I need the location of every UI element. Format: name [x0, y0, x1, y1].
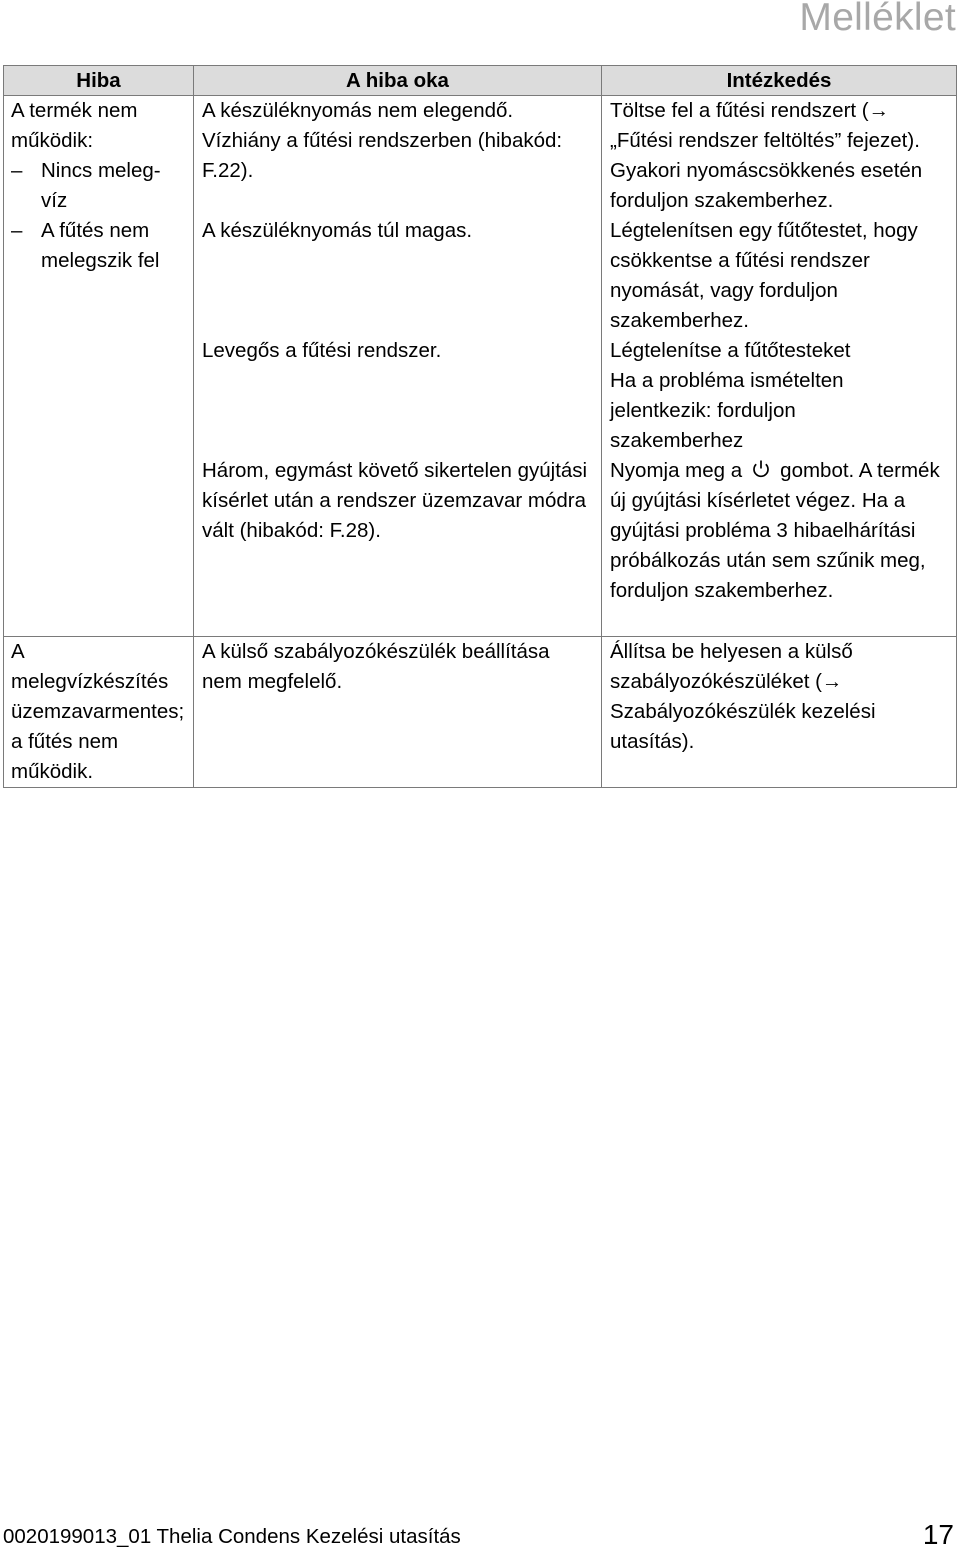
fault-title: A termék nem működik: [11, 99, 138, 152]
table-row [4, 96, 957, 217]
action-line: Ha a probléma ismételten jelentkezik: forduljon szakemberhez [610, 369, 844, 452]
fault-list-item: – Nincs meleg-víz [11, 156, 161, 216]
table-row [4, 637, 957, 788]
dash-bullet: – [11, 159, 23, 182]
column-header-cause: A hiba oka [194, 66, 602, 96]
action-cell: Töltse fel a fűtési rendszert (→ „Fűtési rendszer feltöltés” fejezet). Gyakori nyomáscsökkenés esetén forduljon szakemberhez. [602, 96, 957, 217]
cause-cell: A készüléknyomás nem elegendő. Vízhiány a fűtési rendszerben (hibakód: F.22). [194, 96, 602, 217]
cause-cell: Három, egymást követő sikertelen gyújtási kísérlet után a rendszer üzemzavar módra vált (hibakód: F.28). [194, 456, 602, 637]
column-header-fault: Hiba [4, 66, 194, 96]
document-id: 0020199013_01 Thelia Condens Kezelési utasítás [3, 1525, 461, 1548]
cause-cell: A külső szabályozókészülék beállítása nem megfelelő. [194, 637, 602, 788]
fault-list-item: – A fűtés nem melegszik fel [11, 216, 171, 276]
page-number: 17 [922, 1519, 954, 1550]
power-icon [750, 459, 772, 479]
troubleshooting-table [3, 65, 957, 788]
action-cell: Állítsa be helyesen a külső szabályozókészüléket (→ Szabályozókészülék kezelési utasítás). [602, 637, 957, 788]
action-cell [602, 336, 957, 456]
action-text: Nyomja meg a [610, 459, 743, 482]
page-section-title: Melléklet [799, 0, 956, 39]
action-line: Légtelenítse a fűtőtesteket [610, 339, 851, 362]
fault-cell: A melegvízkészítés üzemzavarmentes; a fűtés nem működik. [4, 637, 194, 788]
table-header-row [4, 66, 957, 96]
action-cell [602, 456, 957, 637]
column-header-action: Intézkedés [602, 66, 957, 96]
action-cell: Légtelenítsen egy fűtőtestet, hogy csökkentse a fűtési rendszer nyomását, vagy forduljon szakemberhez. [602, 216, 957, 336]
action-text: gombot. A termék új gyújtási kísérletet végez. Ha a gyújtási probléma 3 hibaelhárítási próbálkozás után sem szűnik meg, forduljon szakemberhez. [610, 459, 940, 602]
cause-cell: A készüléknyomás túl magas. [194, 216, 602, 336]
cause-cell: Levegős a fűtési rendszer. [194, 336, 602, 456]
fault-cell [4, 96, 194, 637]
dash-bullet: – [11, 219, 23, 242]
